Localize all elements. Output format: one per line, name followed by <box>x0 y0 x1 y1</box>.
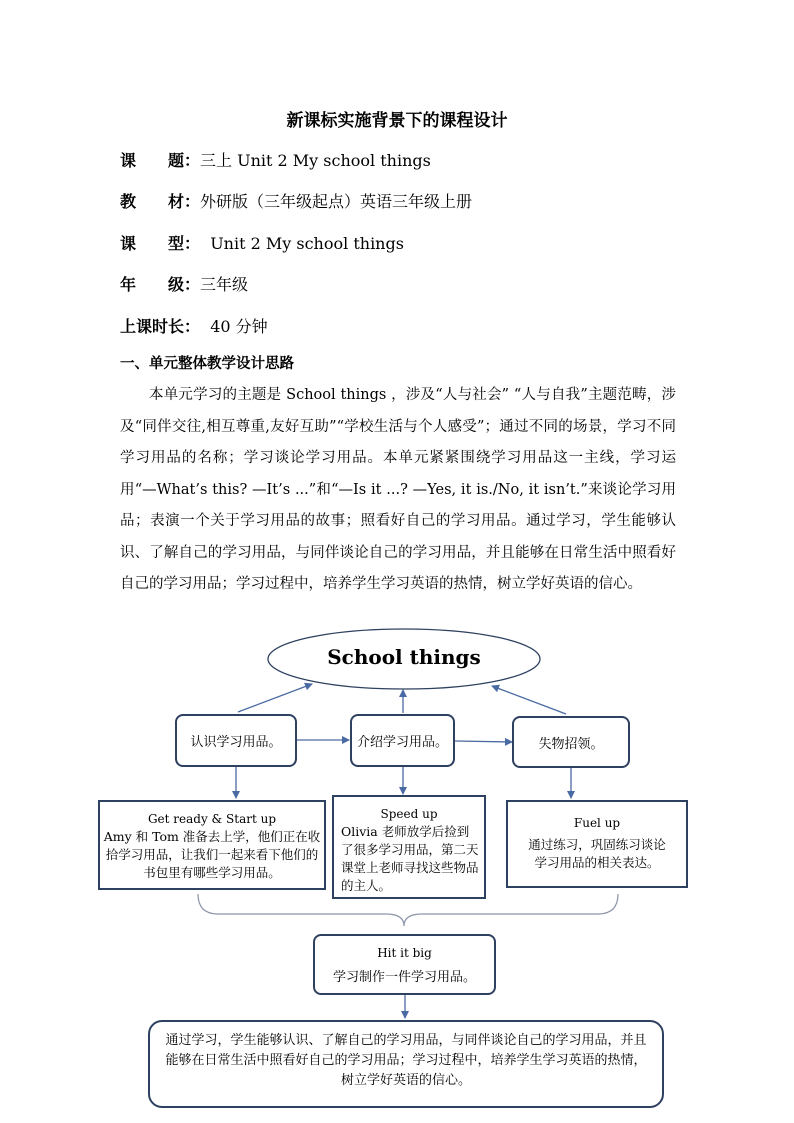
step-lostfound-box <box>512 716 630 768</box>
body-paragraph: 本单元学习的主题是 School things ，涉及“人与社会” “人与自我”主题范畴，涉及“同伴交往,相互尊重,友好互助”“学校生活与个人感受”；通过不同的场景，学习不同学习用品的名称；学习谈论学习用品。本单元紧紧围绕学习用品这一主线，学习运用“—What’s this? —It’s ...”和“—Is it ...? —Yes, it is./No, it isn’t.”来谈论学习用品；表演一个关于学习用品的故事；照看好自己的学习用品。通过学习，学生能够认识、了解自己的学习用品，与同伴谈论自己的学习用品，并且能够在日常生活中照看好自己的学习用品；学习过程中，培养学生学习英语的热情，树立学好英语的信心。 <box>120 387 676 592</box>
document-title: 新课标实施背景下的课程设计 <box>286 111 508 131</box>
hit-it-big-text: 学习制作一件学习用品。 <box>332 970 476 985</box>
step-lostfound-label: 失物招领。 <box>538 736 604 752</box>
hit-it-big-title: Hit it big <box>377 946 432 960</box>
summary-box <box>148 1020 664 1108</box>
fuelup-box <box>506 800 688 888</box>
speedup-title: Speed up <box>380 807 438 821</box>
field-textbook-value: 外研版（三年级起点）英语三年级上册 <box>200 192 473 211</box>
field-duration-value: 40 分钟 <box>200 317 268 336</box>
step-introduce-label: 介绍学习用品。 <box>356 735 448 750</box>
getready-box <box>98 800 326 890</box>
getready-text: Amy 和 Tom 准备去上学，他们正在收拾学习用品，让我们一起来看下他们的书包里有哪些学习用品。 <box>103 829 321 880</box>
field-grade-label: 年 级： <box>120 275 201 294</box>
field-topic-label: 课 题： <box>120 151 201 170</box>
field-lesson-type-value: Unit 2 My school things <box>200 234 404 253</box>
step-introduce-box <box>350 714 455 767</box>
field-grade-value: 三年级 <box>200 275 249 294</box>
arrow-step2-to-step3 <box>455 741 512 742</box>
field-lesson-type-label: 课 型： <box>120 234 201 253</box>
field-topic-value: 三上 Unit 2 My school things <box>200 151 431 170</box>
speedup-box <box>332 795 486 899</box>
field-duration-label: 上课时长： <box>120 317 201 336</box>
getready-title: Get ready & Start up <box>147 812 277 826</box>
section-heading: 一、单元整体教学设计思路 <box>120 355 294 372</box>
field-textbook-label: 教 材： <box>120 192 201 211</box>
summary-text: 通过学习，学生能够认识、了解自己的学习用品，与同伴谈论自己的学习用品，并且能够在日常生活中照看好自己的学习用品；学习过程中，培养学生学习英语的热情，树立学好英语的信心。 <box>165 1033 647 1088</box>
fuelup-text: 通过练习，巩固练习谈论学习用品的相关表达。 <box>528 837 666 870</box>
step-recognize-box <box>175 714 297 767</box>
fuelup-title: Fuel up <box>573 816 621 830</box>
root-label: School things <box>327 645 481 669</box>
arrow-step3-to-root <box>492 686 566 714</box>
speedup-text: Olivia 老师放学后捡到了很多学习用品，第二天课堂上老师寻找这些物品的主人。 <box>341 824 479 893</box>
step-recognize-label: 认识学习用品。 <box>190 735 282 750</box>
hit-it-big-box <box>313 934 496 995</box>
arrow-step1-to-root <box>238 684 312 712</box>
